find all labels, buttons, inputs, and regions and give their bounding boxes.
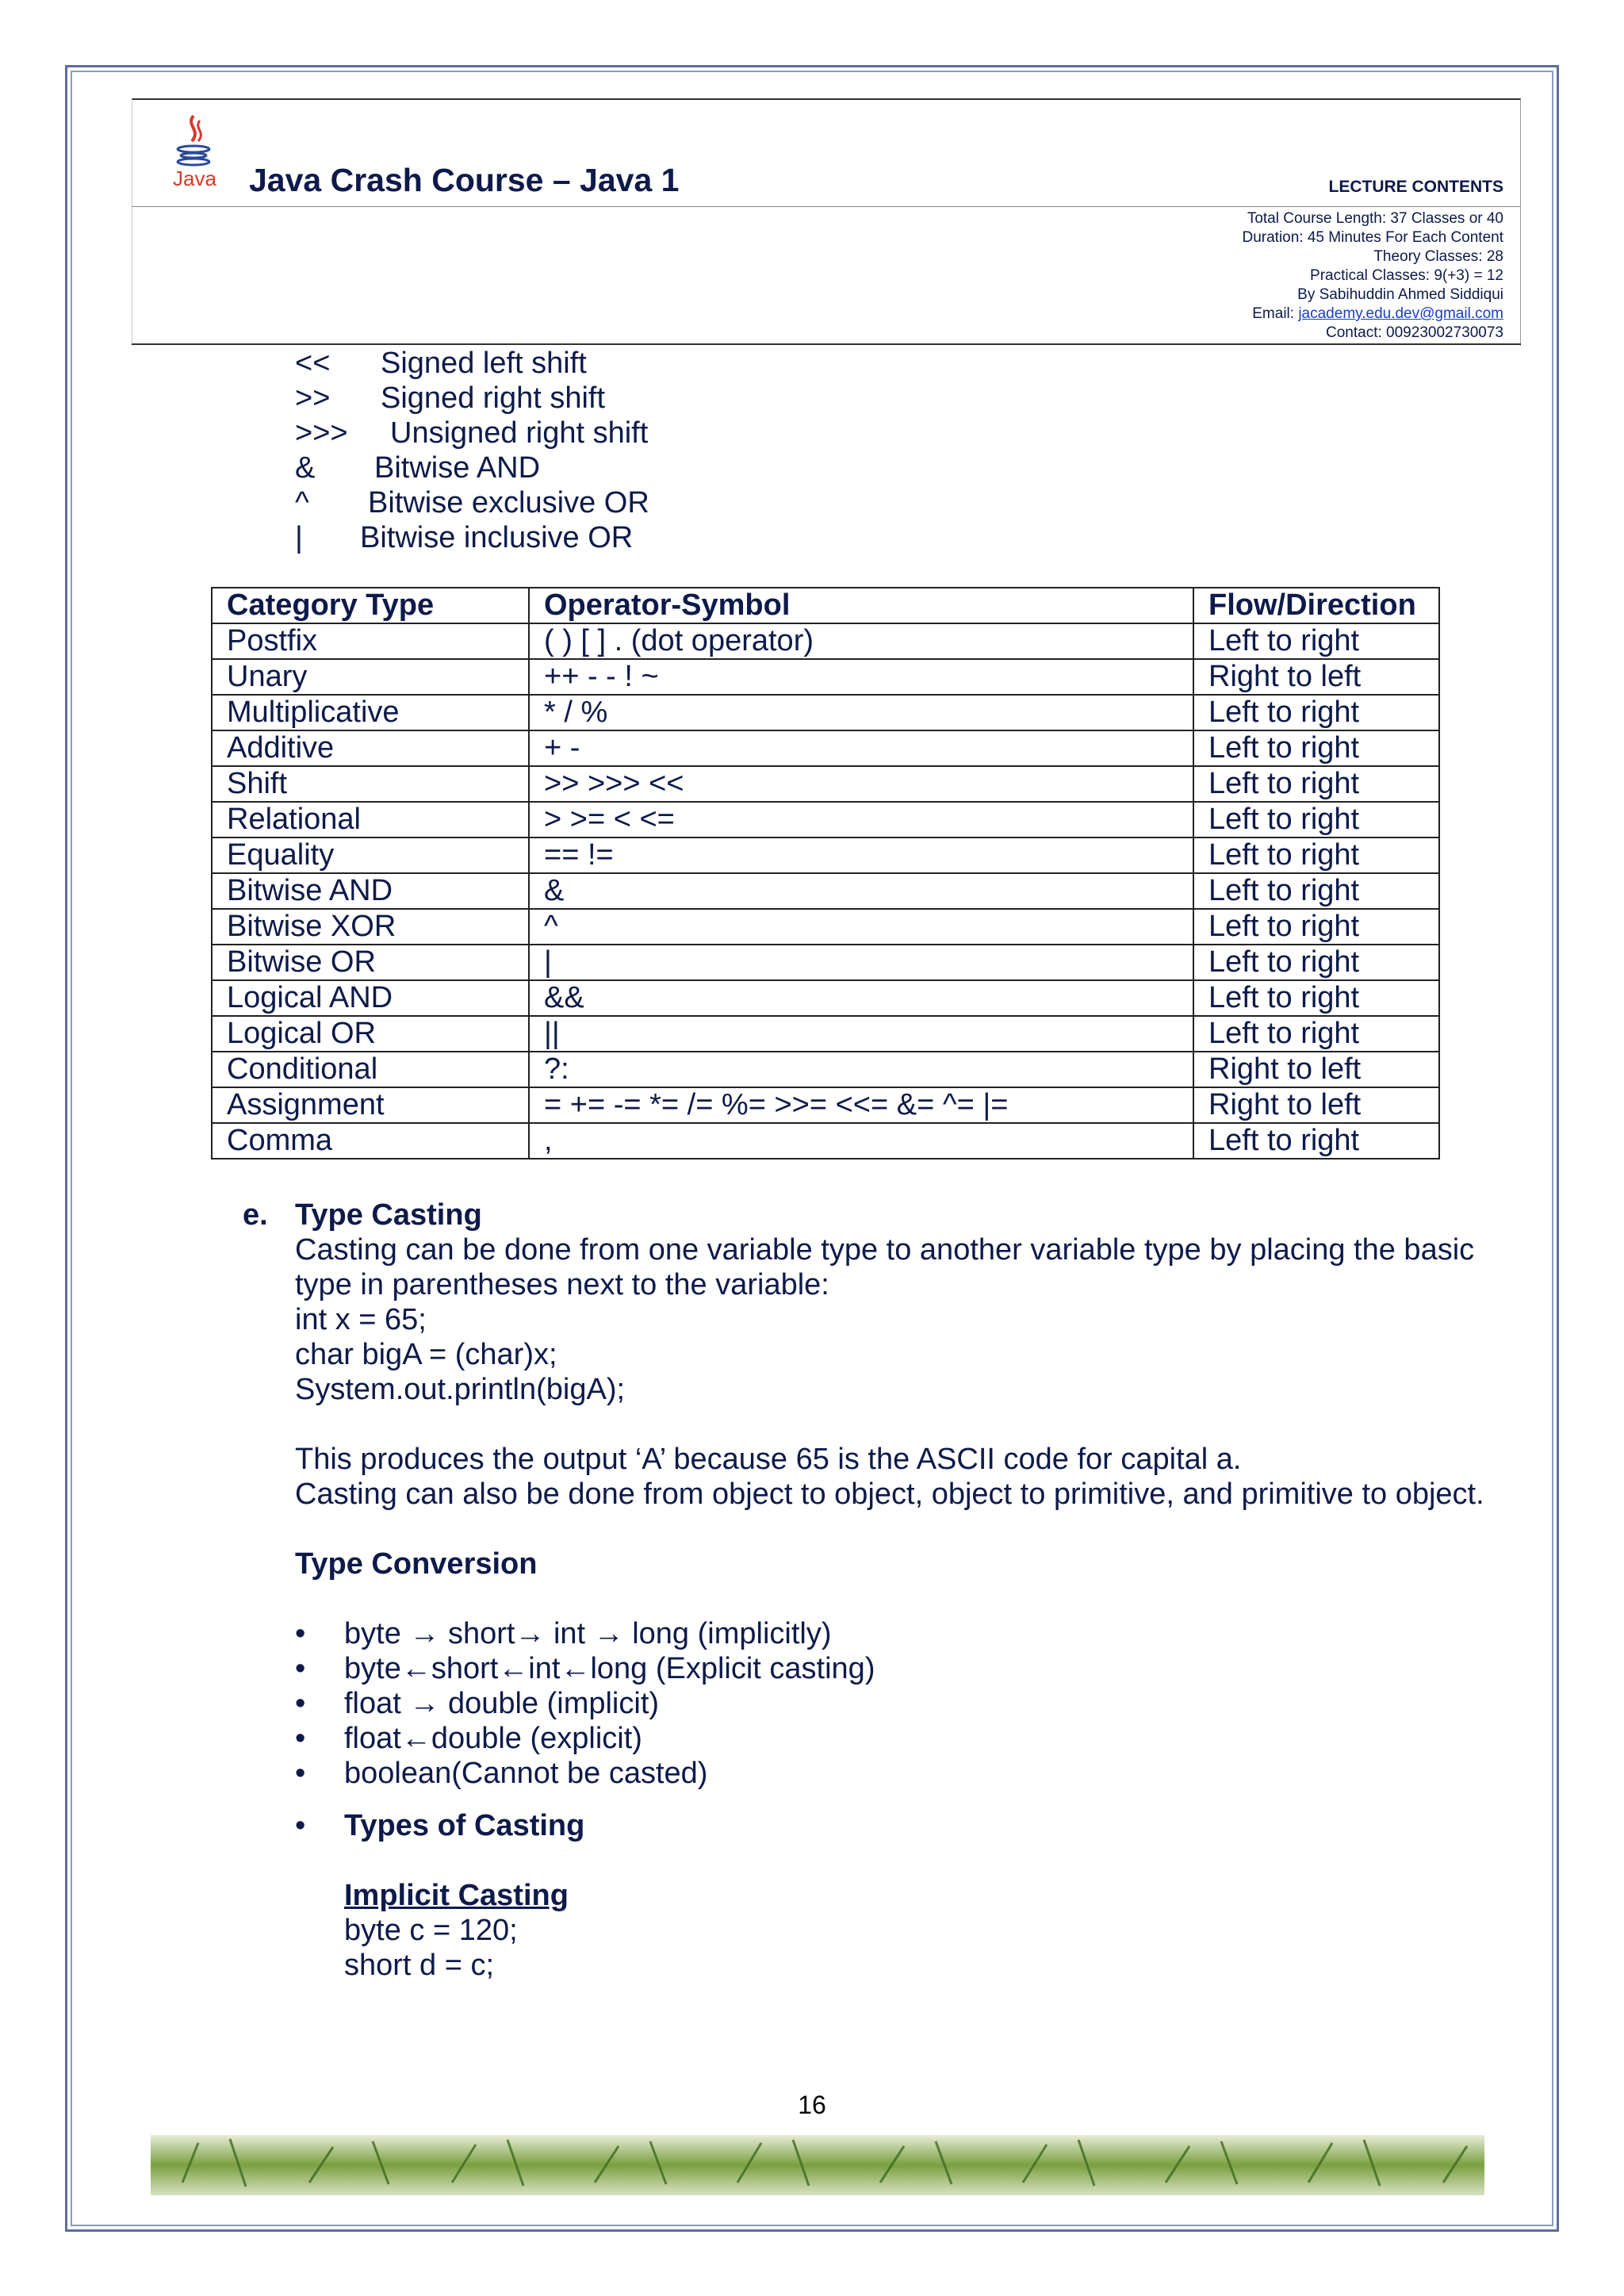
cell-category: Logical AND xyxy=(212,980,529,1016)
bullet-icon: • xyxy=(295,1757,306,1790)
operator-desc: Signed right shift xyxy=(381,381,606,415)
table-row xyxy=(212,945,1439,980)
meta-total: Total Course Length: 37 Classes or 40 xyxy=(1247,210,1503,227)
table-row xyxy=(212,1123,1439,1159)
cell-category: Comma xyxy=(212,1123,529,1159)
list-item-text: boolean(Cannot be casted) xyxy=(344,1757,708,1790)
cell-category: Postfix xyxy=(212,623,529,659)
code-line: System.out.println(bigA); xyxy=(295,1373,626,1406)
list-item xyxy=(295,1756,1527,1791)
table-row xyxy=(212,1052,1439,1087)
cell-category: Conditional xyxy=(212,1052,529,1087)
cell-category: Assignment xyxy=(212,1087,529,1123)
cell-direction: Left to right xyxy=(1193,1123,1439,1159)
meta-email-line xyxy=(1242,305,1503,324)
section-title: Type Casting xyxy=(295,1198,482,1232)
meta-theory: Theory Classes: 28 xyxy=(1373,248,1503,265)
table-row xyxy=(212,695,1439,730)
section-heading xyxy=(243,1198,1527,1232)
cell-direction: Left to right xyxy=(1193,873,1439,909)
list-item xyxy=(295,1686,1527,1721)
code-line: short d = c; xyxy=(344,1949,495,1982)
grass-footer-image xyxy=(151,2127,1484,2203)
operator-symbol: << xyxy=(295,347,331,380)
code-line: char bigA = (char)x; xyxy=(295,1338,557,1371)
header-divider xyxy=(132,206,1521,207)
email-link[interactable]: jacademy.edu.dev@gmail.com xyxy=(1298,305,1503,322)
operator-symbol: >>> xyxy=(295,416,348,450)
cell-operator: , xyxy=(529,1123,1193,1159)
operator-row xyxy=(295,450,649,485)
cell-category: Bitwise OR xyxy=(212,945,529,980)
list-item-text: float → double (implicit) xyxy=(344,1687,660,1720)
cell-direction: Left to right xyxy=(1193,623,1439,659)
cell-operator: ( ) [ ] . (dot operator) xyxy=(529,623,1193,659)
cell-direction: Left to right xyxy=(1193,945,1439,980)
spacer xyxy=(295,1791,1527,1808)
meta-practical: Practical Classes: 9(+3) = 12 xyxy=(1310,267,1503,284)
cell-direction: Left to right xyxy=(1193,838,1439,873)
operator-desc: Bitwise inclusive OR xyxy=(360,521,634,554)
cell-direction: Left to right xyxy=(1193,695,1439,730)
operator-row xyxy=(295,520,649,555)
list-item xyxy=(295,1651,1527,1686)
cell-operator: && xyxy=(529,980,1193,1016)
operator-desc: Bitwise AND xyxy=(374,451,541,485)
cell-operator: >> >>> << xyxy=(529,766,1193,802)
conversion-title: Type Conversion xyxy=(295,1547,538,1581)
cell-operator: || xyxy=(529,1016,1193,1052)
list-item-text: byte → short→ int → long (implicitly) xyxy=(344,1617,832,1650)
operator-desc: Signed left shift xyxy=(381,347,587,380)
bullet-icon: • xyxy=(295,1687,306,1720)
types-title: Types of Casting xyxy=(344,1809,585,1842)
table-row xyxy=(212,802,1439,838)
table-row xyxy=(212,980,1439,1016)
header-operator: Operator-Symbol xyxy=(529,588,1193,623)
table-row xyxy=(212,1087,1439,1123)
cell-category: Multiplicative xyxy=(212,695,529,730)
cell-direction: Left to right xyxy=(1193,980,1439,1016)
page-number: 16 xyxy=(798,2091,826,2119)
cell-direction: Left to right xyxy=(1193,909,1439,945)
cell-direction: Right to left xyxy=(1193,1087,1439,1123)
header-bottom-rule xyxy=(132,343,1521,345)
course-title: Java Crash Course – Java 1 xyxy=(249,162,680,198)
meta-email-label: Email: xyxy=(1252,305,1299,322)
operator-precedence-table xyxy=(211,587,1440,1159)
list-item-text: float←double (explicit) xyxy=(344,1722,642,1755)
code-line: byte c = 120; xyxy=(344,1914,518,1947)
spacer xyxy=(295,1407,1527,1442)
cell-operator: | xyxy=(529,945,1193,980)
cell-category: Bitwise XOR xyxy=(212,909,529,945)
section-label: e. xyxy=(243,1198,268,1232)
intro-line-1: Casting can be done from one variable type to another variable type by placing the basic xyxy=(295,1233,1475,1267)
types-list xyxy=(295,1808,1527,1843)
operator-row xyxy=(295,381,649,416)
table-row xyxy=(212,873,1439,909)
operator-symbol: ^ xyxy=(295,486,309,519)
output-line: This produces the output ‘A’ because 65 is the ASCII code for capital a. xyxy=(295,1443,1242,1476)
cell-category: Logical OR xyxy=(212,1016,529,1052)
operator-row xyxy=(295,346,649,381)
cell-direction: Left to right xyxy=(1193,802,1439,838)
cell-direction: Left to right xyxy=(1193,766,1439,802)
bullet-icon: • xyxy=(295,1617,306,1650)
cell-operator: ?: xyxy=(529,1052,1193,1087)
intro-line-2: type in parentheses next to the variable: xyxy=(295,1268,829,1301)
list-item xyxy=(295,1808,1527,1843)
header-category: Category Type xyxy=(212,588,529,623)
bullet-icon: • xyxy=(295,1652,306,1685)
list-item-text: byte←short←int←long (Explicit casting) xyxy=(344,1652,875,1685)
table-row xyxy=(212,1016,1439,1052)
cell-operator: ^ xyxy=(529,909,1193,945)
cell-category: Shift xyxy=(212,766,529,802)
cell-direction: Left to right xyxy=(1193,1016,1439,1052)
type-casting-section xyxy=(243,1198,1527,1983)
spacer xyxy=(295,1512,1527,1547)
cell-direction: Right to left xyxy=(1193,659,1439,695)
bullet-icon: • xyxy=(295,1722,306,1755)
cell-category: Unary xyxy=(212,659,529,695)
implicit-title: Implicit Casting xyxy=(344,1879,569,1912)
cell-direction: Left to right xyxy=(1193,730,1439,766)
cell-operator: == != xyxy=(529,838,1193,873)
spacer xyxy=(295,1581,1527,1616)
cell-category: Additive xyxy=(212,730,529,766)
course-meta xyxy=(1242,209,1503,343)
cell-operator: + - xyxy=(529,730,1193,766)
operator-symbol: | xyxy=(295,521,303,554)
cell-operator: = += -= *= /= %= >>= <<= &= ^= |= xyxy=(529,1087,1193,1123)
operator-row xyxy=(295,485,649,520)
operator-symbol: >> xyxy=(295,381,331,415)
lecture-contents-label: LECTURE CONTENTS xyxy=(1328,178,1503,196)
list-item xyxy=(295,1616,1527,1651)
meta-author: By Sabihuddin Ahmed Siddiqui xyxy=(1297,286,1503,303)
code-line: int x = 65; xyxy=(295,1303,427,1336)
logo-text: Java xyxy=(173,167,216,190)
cell-operator: > >= < <= xyxy=(529,802,1193,838)
operator-symbol: & xyxy=(295,451,316,485)
meta-contact: Contact: 00923002730073 xyxy=(1326,324,1503,341)
header-direction: Flow/Direction xyxy=(1193,588,1439,623)
cell-operator: ++ - - ! ~ xyxy=(529,659,1193,695)
cell-category: Bitwise AND xyxy=(212,873,529,909)
bitwise-operator-list xyxy=(295,346,649,555)
table-row xyxy=(212,838,1439,873)
also-line: Casting can also be done from object to object, object to primitive, and primitive to object. xyxy=(295,1478,1484,1511)
table-row xyxy=(212,623,1439,659)
cell-direction: Right to left xyxy=(1193,1052,1439,1087)
cell-operator: & xyxy=(529,873,1193,909)
spacer xyxy=(295,1843,1527,1878)
operator-desc: Bitwise exclusive OR xyxy=(368,486,649,519)
cell-category: Equality xyxy=(212,838,529,873)
table-row xyxy=(212,909,1439,945)
meta-duration: Duration: 45 Minutes For Each Content xyxy=(1242,229,1503,246)
conversion-list xyxy=(295,1616,1527,1791)
section-body xyxy=(295,1232,1527,1983)
implicit-block xyxy=(344,1878,1527,1983)
cell-operator: * / % xyxy=(529,695,1193,730)
list-item xyxy=(295,1721,1527,1756)
operator-row xyxy=(295,416,649,450)
operator-desc: Unsigned right shift xyxy=(390,416,649,450)
table-row xyxy=(212,766,1439,802)
table-row xyxy=(212,659,1439,695)
bullet-icon: • xyxy=(295,1809,306,1842)
table-header-row xyxy=(212,588,1439,623)
table-row xyxy=(212,730,1439,766)
cell-category: Relational xyxy=(212,802,529,838)
